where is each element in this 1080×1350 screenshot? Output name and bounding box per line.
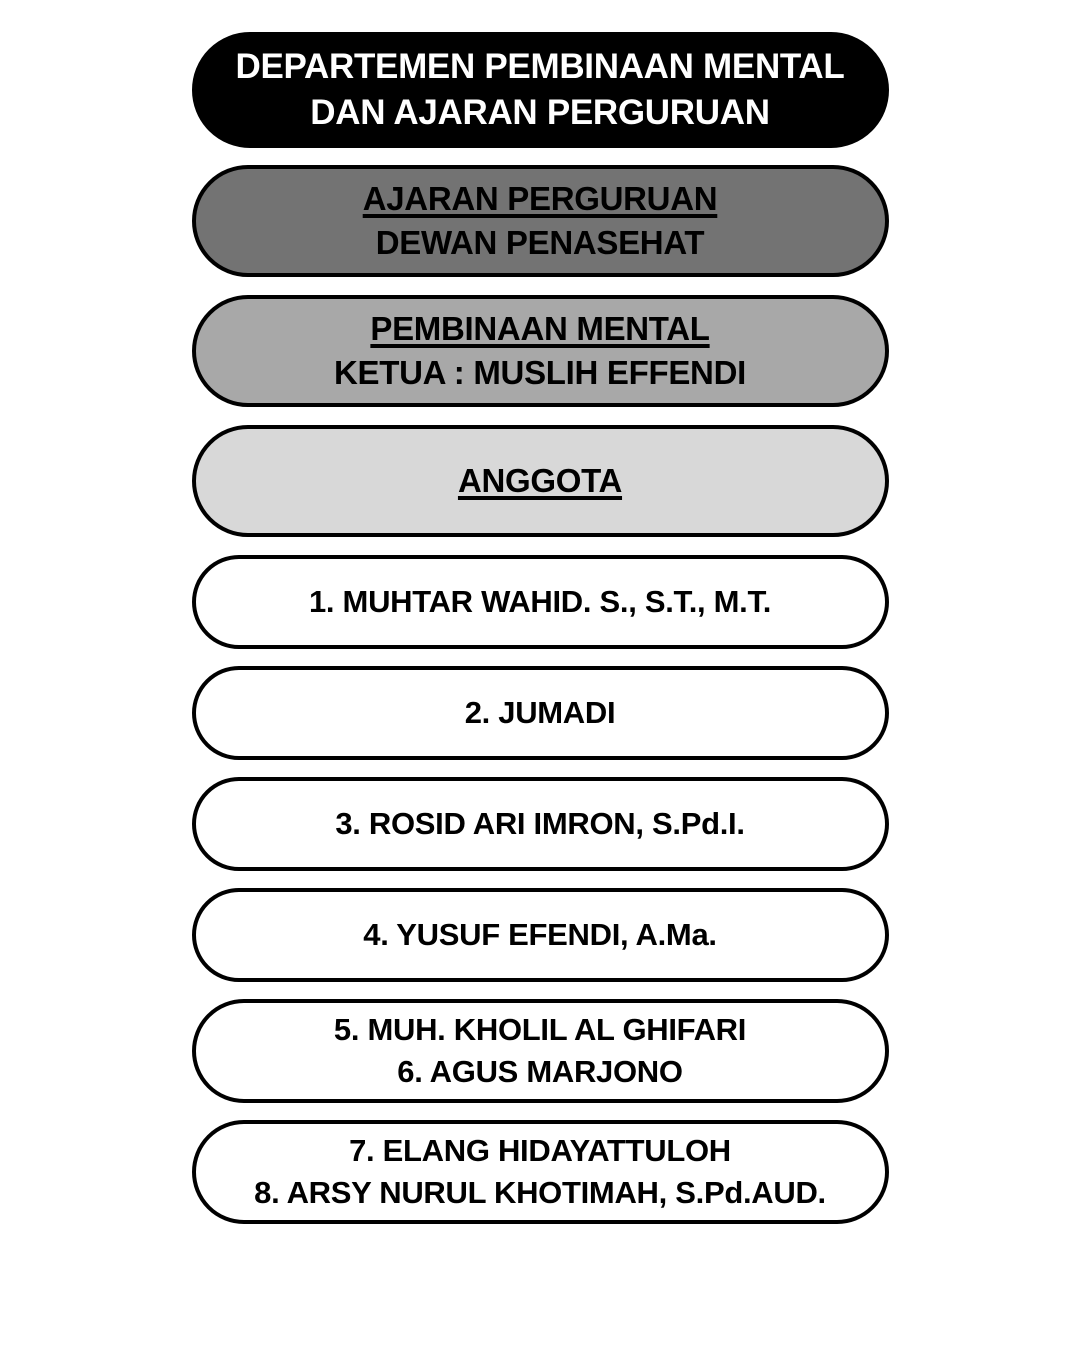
section-title-ajaran-perguruan: AJARAN PERGURUAN (362, 180, 718, 217)
section-subtitle-pembinaan-mental: KETUA : MUSLIH EFFENDI (334, 354, 746, 391)
member-name-line-2: 8. ARSY NURUL KHOTIMAH, S.Pd.AUD. (254, 1175, 826, 1210)
member-name-line-1: 2. JUMADI (464, 695, 616, 730)
member-card (192, 888, 889, 982)
department-header-line-1: DEPARTEMEN PEMBINAAN MENTAL (235, 47, 845, 86)
section-title-pembinaan-mental: PEMBINAAN MENTAL (370, 310, 710, 347)
member-name-line-1: 1. MUHTAR WAHID. S., S.T., M.T. (308, 584, 772, 619)
section-card-ajaran-perguruan (192, 165, 889, 277)
section-title-anggota: ANGGOTA (457, 462, 623, 499)
member-name-line-1: 5. MUH. KHOLIL AL GHIFARI (333, 1012, 747, 1047)
section-card-pembinaan-mental (192, 295, 889, 407)
member-card (192, 999, 889, 1103)
member-name-line-1: 7. ELANG HIDAYATTULOH (349, 1133, 731, 1168)
section-subtitle-ajaran-perguruan: DEWAN PENASEHAT (375, 224, 705, 261)
member-name-line-1: 3. ROSID ARI IMRON, S.Pd.I. (335, 806, 745, 841)
member-name-line-1: 4. YUSUF EFENDI, A.Ma. (363, 917, 717, 952)
member-card (192, 666, 889, 760)
member-name-line-2: 6. AGUS MARJONO (397, 1054, 683, 1089)
department-header-card (192, 32, 889, 148)
member-card (192, 1120, 889, 1224)
member-card (192, 555, 889, 649)
department-header-line-2: DAN AJARAN PERGURUAN (310, 93, 770, 132)
member-card (192, 777, 889, 871)
section-card-anggota (192, 425, 889, 537)
